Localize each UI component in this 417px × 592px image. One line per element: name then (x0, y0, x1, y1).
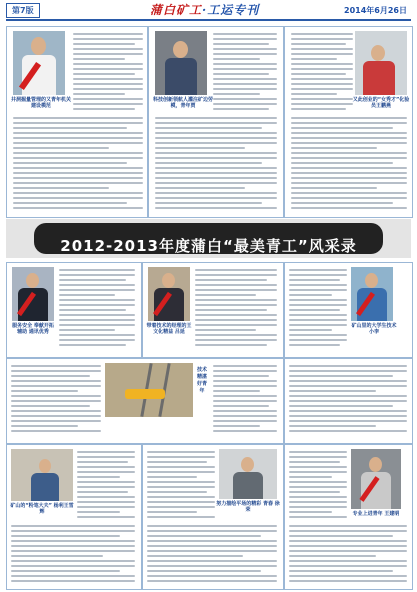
article-5-text (195, 269, 277, 353)
article-9-caption: 努力描绘平场的精彩 青春 徐荣 (216, 501, 280, 513)
article-3-text (291, 33, 353, 113)
article-7-text-right (213, 365, 277, 439)
article-5-photo (148, 267, 190, 321)
article-4-caption: 服务安全 奉献开拓 辅助 通讯优秀 (12, 323, 54, 335)
article-10-photo (351, 449, 401, 509)
article-2-caption: 科技创新领航人灌注矿边劳模，青年贾 (153, 97, 214, 109)
page-header (0, 0, 417, 20)
article-6-caption: 矿山里的大学生技术 小李 (351, 323, 397, 335)
article-1-text (73, 33, 143, 113)
article-2-text (213, 33, 277, 113)
article-3-photo (355, 31, 407, 95)
article-10-caption: 专业上进青年 王建明 (352, 511, 400, 517)
article-9-text-lower (147, 525, 277, 585)
article-2-photo (155, 31, 207, 95)
article-9-text (147, 451, 215, 521)
article-7-photo (105, 363, 193, 417)
issue-date: 2014年6月26日 (344, 6, 407, 15)
article-3 (284, 26, 413, 218)
paper-title (150, 1, 259, 18)
article-6-text (289, 269, 347, 353)
article-1 (6, 26, 148, 218)
paper-title-main: 蒲白矿工 (150, 3, 203, 17)
article-8 (6, 444, 142, 590)
article-6-continued (284, 358, 413, 444)
edition-label: 第7版 (6, 3, 40, 18)
article-4-text (59, 269, 135, 353)
article-8-text-lower (11, 525, 135, 585)
article-10 (284, 444, 413, 590)
header-rule (6, 19, 411, 21)
article-2-text-lower (155, 117, 277, 213)
article-7-caption: 技术精湛好青年 (196, 367, 207, 394)
article-3-text-lower (291, 117, 407, 213)
banner-box (34, 223, 383, 254)
article-1-text-lower (13, 117, 143, 213)
article-6-text-lower (289, 365, 407, 439)
article-4 (6, 262, 142, 358)
article-8-photo (11, 449, 73, 501)
article-2 (148, 26, 284, 218)
article-4-photo (12, 267, 54, 321)
article-8-caption: 矿山的“粉笔大夫” 杨利王雪辉 (10, 503, 74, 515)
article-1-caption: 井洞掘量管理的又青年机关建设模范 (11, 97, 72, 109)
paper-title-sub: ·工运专刊 (202, 3, 260, 17)
article-10-text (289, 451, 347, 521)
worker-figure (125, 389, 165, 399)
article-10-text-lower (289, 525, 407, 585)
article-9 (142, 444, 284, 590)
article-6 (284, 262, 413, 358)
article-7-text (11, 365, 101, 439)
article-6-photo (351, 267, 393, 321)
article-5-caption: 带着技术的经理的王文化精益 吕延 (146, 323, 192, 335)
article-9-photo (219, 449, 277, 499)
article-8-text (77, 451, 135, 521)
article-5 (142, 262, 284, 358)
article-1-photo (13, 31, 65, 95)
feature-banner (6, 219, 411, 258)
banner-title: 2012-2013年度蒲白“最美青工”风采录 (60, 237, 357, 255)
article-3-caption: 又此创业的“女秀才”化验员王鹏燕 (352, 97, 410, 109)
article-7 (6, 358, 284, 444)
